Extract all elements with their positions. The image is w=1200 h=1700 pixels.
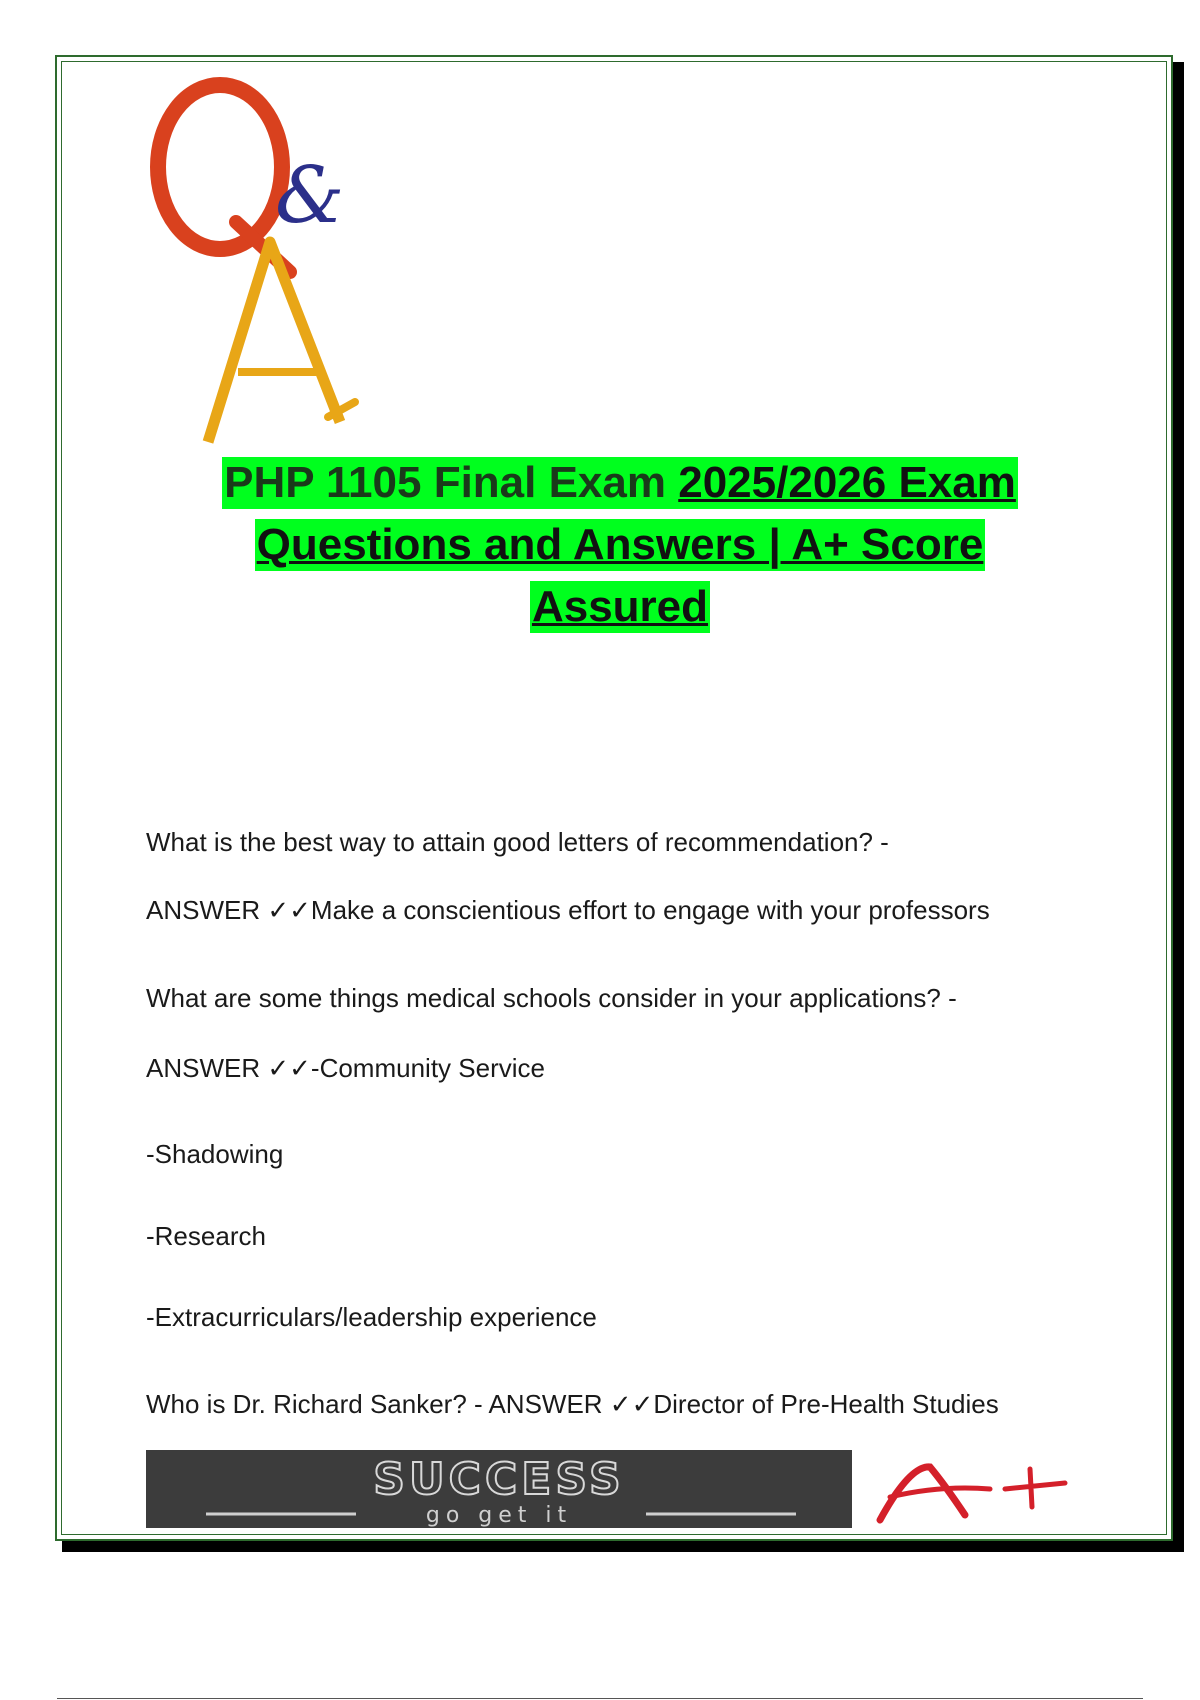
answer-1: ANSWER ✓✓Make a conscientious effort to engage with your professors bbox=[146, 895, 990, 925]
question-1: What is the best way to attain good letters of recommendation? - bbox=[146, 827, 889, 857]
success-banner-image bbox=[146, 1450, 852, 1528]
banner-success-text: SUCCESS bbox=[373, 1454, 625, 1505]
title-year: 2025/2026 Exam bbox=[678, 458, 1016, 507]
title-assured: Assured bbox=[531, 582, 709, 631]
grade-a-plus-image bbox=[870, 1455, 1070, 1527]
title-line-3 bbox=[530, 581, 710, 633]
logo-ampersand: & bbox=[275, 151, 345, 241]
banner-subtext: go get it bbox=[425, 1503, 573, 1528]
answer-2-item-research: -Research bbox=[146, 1221, 266, 1251]
logo-q-letter bbox=[158, 85, 282, 249]
title-course: PHP 1105 Final Exam bbox=[224, 458, 666, 507]
answer-2-item-extracurriculars: -Extracurriculars/leadership experience bbox=[146, 1302, 597, 1332]
answer-2-item-shadowing: -Shadowing bbox=[146, 1139, 284, 1169]
question-2: What are some things medical schools consider in your applications? - bbox=[146, 983, 957, 1013]
logo-a-letter bbox=[208, 242, 340, 442]
footer-rule bbox=[57, 1698, 1143, 1699]
document-title bbox=[120, 452, 1120, 638]
question-answer-3: Who is Dr. Richard Sanker? - ANSWER ✓✓Director of Pre-Health Studies bbox=[146, 1389, 999, 1419]
title-subtitle: Questions and Answers | A+ Score bbox=[256, 520, 984, 569]
qa-logo bbox=[140, 72, 400, 452]
title-line-1 bbox=[222, 457, 1018, 509]
answer-2: ANSWER ✓✓-Community Service bbox=[146, 1053, 545, 1083]
title-line-2 bbox=[255, 519, 986, 571]
